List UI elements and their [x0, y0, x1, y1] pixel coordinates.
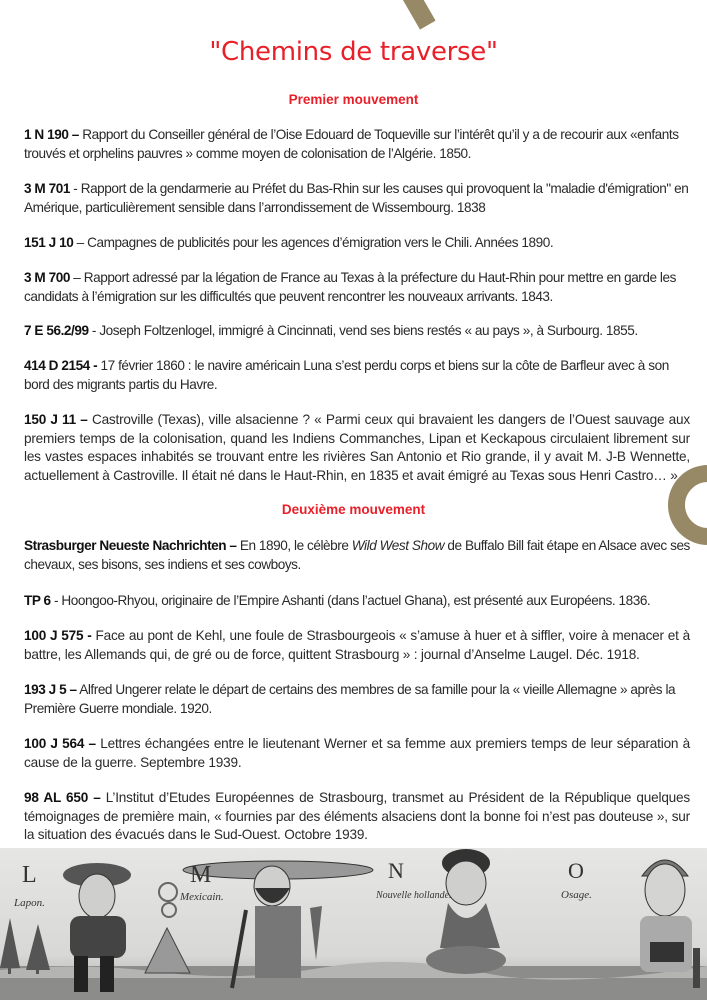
letter-o: O [568, 858, 584, 883]
archive-entry [24, 234, 690, 253]
archive-entry [24, 269, 690, 306]
page-title: "Chemins de traverse" [209, 37, 498, 67]
archive-reference: 98 AL 650 – [24, 790, 101, 805]
caption-mexicain: Mexicain. [180, 891, 224, 903]
entry-description: Alfred Ungerer relate le départ de certains des membres de sa famille pour la « vieille Allemagne » après la Première Guerre mondiale. 1920. [24, 682, 676, 716]
pine-trees-icon [0, 918, 50, 974]
archive-reference: 1 N 190 – [24, 127, 79, 142]
show-title: Wild West Show [351, 538, 445, 553]
archive-entry [24, 357, 690, 394]
letter-m: M [190, 862, 212, 888]
section-heading-deuxieme: Deuxième mouvement [281, 502, 426, 517]
caption-lapon: Lapon. [14, 897, 45, 909]
caption-osage: Osage. [561, 889, 592, 901]
letter-n: N [388, 858, 404, 883]
archive-reference: 3 M 700 [24, 270, 70, 285]
archive-reference: 7 E 56.2/99 [24, 323, 89, 338]
entry-description: Face au pont de Kehl, une foule de Strasbourgeois « s’amuse à huer et à siffler, voire à menacer et à battre, les Allemands qui, de gré ou de force, quittent Strasbourg » : journal d’Anselme Laugel. Déc. 1918. [24, 628, 690, 662]
entry-description: - Rapport de la gendarmerie au Préfet du Bas-Rhin sur les causes qui provoquent la "maladie d'émigration" en Amérique, particulièrement sensible dans l’arrondissement de Wissembourg. 1838 [24, 181, 689, 215]
archive-entry [24, 537, 690, 574]
archive-entry [24, 126, 690, 163]
archive-reference: Strasburger Neueste Nachrichten – [24, 538, 237, 553]
archive-entry [24, 180, 690, 217]
entry-description: 17 février 1860 : le navire américain Luna s’est perdu corps et biens sur la côte de Barfleur avec à son bord des migrants partis du Havre. [24, 358, 669, 392]
archive-reference: 3 M 701 [24, 181, 70, 196]
entry-description: – Campagnes de publicités pour les agences d’émigration vers le Chili. Années 1890. [73, 235, 554, 250]
entry-description: Rapport du Conseiller général de l’Oise Edouard de Toqueville sur l’intérêt qu’il y a de recourir aux «enfants trouvés et orphelins pauvres » comme moyen de colonisation de l’Algérie. 1850. [24, 127, 679, 161]
illustration-banner [0, 848, 707, 1000]
archive-entry [24, 627, 690, 664]
entry-description: de Buffalo Bill fait étape en Alsace avec ses chevaux, ses bisons, ses indiens et ses cowboys. [24, 538, 690, 572]
archive-entry [24, 735, 690, 772]
letter-l: L [22, 862, 37, 888]
archive-reference: 151 J 10 [24, 235, 74, 250]
archive-entry [24, 681, 690, 718]
archive-entry [24, 789, 690, 845]
archive-reference: 150 J 11 – [24, 412, 88, 427]
entry-description: Lettres échangées entre le lieutenant Werner et sa femme aux premiers temps de leur séparation à cause de la guerre. Septembre 1939. [24, 736, 690, 770]
archive-entry [24, 322, 690, 341]
archive-entry [24, 411, 690, 485]
decorative-bar-shape [396, 0, 436, 30]
entry-description: - Hoongoo-Rhyou, originaire de l’Empire Ashanti (dans l’actuel Ghana), est présenté aux Européens. 1836. [50, 593, 651, 608]
archive-reference: 100 J 575 - [24, 628, 92, 643]
entry-description: Castroville (Texas), ville alsacienne ? « Parmi ceux qui bravaient les dangers de l’Ouest sauvage aux premiers temps de la colonisation, quand les Indiens Commanches, Lipan et Keckapous circulaient librement sur les vastes espaces inhabités se trouvant entre les rivières San Antonio et Rio grande, il y avait M. J-B Wennette, actuellement à Castroville. Il était né dans le Haut-Rhin, en 1835 et avait émigré au Texas sous Henri Castro… » [24, 412, 690, 483]
caption-nouvelle-hollande: Nouvelle hollande. [376, 890, 452, 901]
entry-description: – Rapport adressé par la légation de France au Texas à la préfecture du Haut-Rhin pour mettre en garde les candidats à l’émigration sur les difficultés que peuvent rencontrer les nouveaux arrivants. 1843. [24, 270, 676, 304]
archive-reference: 193 J 5 – [24, 682, 77, 697]
archive-reference: TP 6 [24, 593, 51, 608]
entry-description: En 1890, le célèbre [236, 538, 352, 553]
archive-reference: 100 J 564 – [24, 736, 96, 751]
archive-entry [24, 592, 690, 611]
entry-description: L’Institut d’Etudes Européennes de Strasbourg, transmet au Président de la République quelques témoignages de première main, « fournies par des éléments alsaciens dont la bonne foi n’est pas douteuse », sur la situation des évacués dans le Sud-Ouest. Octobre 1939. [24, 790, 690, 842]
archive-reference: 414 D 2154 - [24, 358, 98, 373]
entry-description: - Joseph Foltzenlogel, immigré à Cincinnati, vend ses biens restés « au pays », à Surbourg. 1855. [88, 323, 638, 338]
section-heading-premier: Premier mouvement [288, 92, 419, 107]
nouvelle-hollande-figure [426, 849, 506, 974]
peoples-illustration [0, 848, 707, 1000]
